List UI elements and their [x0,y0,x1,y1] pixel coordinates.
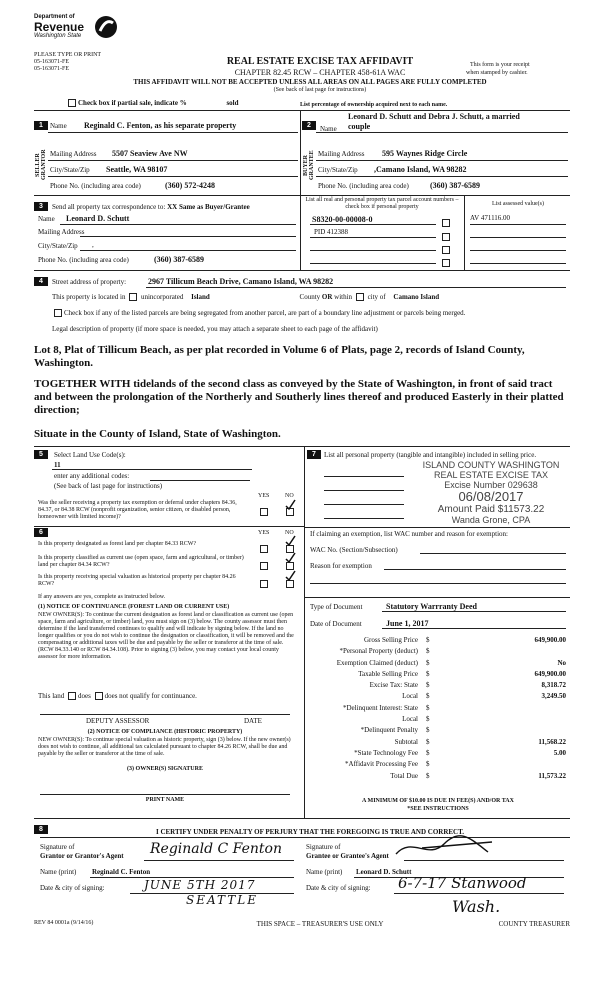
minimum-note: A MINIMUM OF $10.00 IS DUE IN FEE(S) AND/OR TAX [362,798,514,804]
seller-name-label: Name [50,122,67,130]
legal-description-2: TOGETHER WITH tidelands of the second class as conveyed by the State of Washington, in front of said tract and between the prolongation of the Northerly and Southerly lines thereof and produced Easterly in their platted direction; [34,378,564,416]
seller-city-label: City/State/Zip [50,166,90,174]
send-correspondence: Send all property tax correspondence to: XX Same as Buyer/Grantee [52,203,250,211]
buyer-name-line2: couple [348,122,371,131]
buyer-name-label: Name [320,125,337,133]
section-3-number: 3 [34,202,48,211]
section-8-number: 8 [34,825,48,834]
excise-tax-stamp: ISLAND COUNTY WASHINGTON REAL ESTATE EXCISE TAX Excise Number 029638 06/08/2017 Amount Paid $11573.22 Wanda Grone, CPA [422,460,560,525]
grantor-city: SEATTLE [186,893,258,907]
please-type: PLEASE TYPE OR PRINT [34,52,102,58]
seller-city: Seattle, WA 98107 [106,165,168,174]
grantee-print-name: Leonard D. Schutt [356,868,412,876]
dept-line3: Washington State [34,33,82,39]
deputy-date: DATE [244,717,262,725]
buyer-city: ,Camano Island, WA 98282 [374,165,467,174]
forest-question: Is this property designated as forest land per chapter 84.33 RCW? [38,541,197,547]
sec3-name: Leonard D. Schutt [66,214,130,223]
grantor-print-name: Reginald C. Fenton [92,868,151,876]
buyer-address: 595 Waynes Ridge Circle [382,149,468,158]
assessed-header: List assessed value(s) [492,201,544,207]
section-2-number: 2 [302,121,316,130]
does-checkbox[interactable] [68,692,76,700]
continuance-title: (1) NOTICE OF CONTINUANCE (FOREST LAND OR CURRENT USE) [38,604,230,610]
buyer-phone-label: Phone No. (including area code) [318,182,409,190]
sec3-name-label: Name [38,215,55,223]
section-1-number: 1 [34,121,48,130]
deputy-assessor: DEPUTY ASSESSOR [86,717,150,725]
parcel-1: S8320-00-00008-0 [312,215,373,224]
assessed-1: AV 471116.00 [470,214,511,222]
legal-description-1: Lot 8, Plat of Tillicum Beach, as per plat recorded in Volume 6 of Plats, page 2, records of Island County, Washington. [34,344,525,369]
sec5-yes: YES [258,493,270,499]
doc-date-label: Date of Document [310,620,362,628]
page-title: REAL ESTATE EXCISE TAX AFFIDAVIT [226,56,414,67]
print-name: PRINT NAME [145,797,185,803]
warning: THIS AFFIDAVIT WILL NOT BE ACCEPTED UNLESS ALL AREAS ON ALL PAGES ARE FULLY COMPLETED [133,78,487,86]
section-7-number: 7 [307,450,321,459]
price-row: Local $ 3,249.50 [402,692,566,701]
price-row: Local $ [402,715,430,724]
segregated-row: Check box if any of the listed parcels are being segregated from another parcel, are part of a boundary line adjustment or parcels being merged. [52,309,572,317]
wac-no-label: WAC No. (Section/Subsection) [310,546,398,554]
see-back: (See back of last page for instructions) [273,87,367,93]
receipt-note-2: when stamped by cashier. [466,70,528,76]
sec3-city: , [92,241,94,249]
wac-claim: If claiming an exemption, list WAC number and reason for exemption: [310,530,508,538]
rev-code: REV 84 0001a (9/14/16) [34,920,94,926]
historic-title: (2) NOTICE OF COMPLIANCE (HISTORIC PROPERTY) [87,729,243,735]
if-yes-note: If any answers are yes, complete as instructed below. [38,594,166,600]
sig-grantor-label-1: Signature of [40,843,75,851]
price-row: Total Due $ 11,573.22 [390,771,566,780]
sec5-no: NO [285,493,294,499]
grantor-name-label: Name (print) [40,868,77,876]
checkmark-icon [284,499,296,511]
grantee-name-label: Name (print) [306,868,343,876]
checkmark-icon [284,570,296,582]
chapter-line: CHAPTER 82.45 RCW – CHAPTER 458-61A WAC [234,68,406,77]
receipt-note-1: This form is your receipt [470,62,530,68]
price-row: Exemption Claimed (deduct) $ No [336,658,566,667]
sec6-yes: YES [258,530,270,536]
seller-grantor-label: SELLER GRANTOR [35,149,47,181]
sec3-phone-label: Phone No. (including area code) [38,256,129,264]
price-table [304,636,570,783]
buyer-phone: (360) 387-6589 [430,181,480,190]
parcel-2: PID 412388 [314,228,349,236]
seller-addr-label: Mailing Address [50,150,97,158]
parcel-header: List all real and personal property tax parcel account numbers – check box if personal property [305,197,459,210]
sec5-yes-checkbox[interactable] [258,503,270,521]
partial-sale-checkbox[interactable] [68,99,76,107]
sig-grantor-label-2: Grantor or Grantor's Agent [40,852,124,860]
treasurer-space: THIS SPACE – TREASURER'S USE ONLY [256,920,384,928]
grantee-date-city-label: Date & city of signing: [306,884,371,892]
located-row: This property is located in unincorporated Island County OR within city of Camano Island [52,293,440,301]
sig-grantee-label-2: Grantee or Grantee's Agent [306,852,389,860]
doc-type-label: Type of Document [310,603,363,611]
sec3-addr-label: Mailing Address [38,228,85,236]
doc-date: June 1, 2017 [386,619,429,628]
current-use-yes-checkbox[interactable] [258,557,270,575]
reason-label: Reason for exemption [310,562,372,570]
grantee-date: 6-7-17 Stanwood [398,874,527,892]
checkmark-icon [284,552,296,564]
price-row: *Personal Property (deduct) $ [339,647,430,656]
parcel-4-checkbox[interactable] [440,254,452,272]
land-use-label: Select Land Use Code(s): [54,451,126,459]
sec6-no: NO [285,530,294,536]
land-use-code: 11 [54,461,61,469]
price-row: Gross Selling Price $ 649,900.00 [363,636,566,644]
grantor-signature: Reginald C Fenton [150,841,283,857]
price-row: *Delinquent Interest: State $ [342,703,430,712]
continuance-text: NEW OWNER(S): To continue the current designation as forest land or classification as current use (open space, farm and agriculture, or timber) land, you must sign on (3) below. The county assessor must then determine if the land transferred continues to qualify and will indicate by signing below. If the land no longer qualifies or you do not wish to continue the designation or classification, it will be removed and the compensating or additional taxes will be due and payable by the seller or transferor at the time of sale. (RCW 84.33.140 or RCW 84.34.108). Prior to signing (3) below, you may contact your local county assessor for more information. [38,612,294,660]
historic-no-checkbox[interactable] [284,575,296,593]
buyer-name-line1: Leonard D. Schutt and Debra J. Schutt, a married [348,112,520,121]
seller-name: Reginald C. Fenton, as his separate property [84,121,237,130]
certify-statement: I CERTIFY UNDER PENALTY OF PERJURY THAT THE FOREGOING IS TRUE AND CORRECT. [155,828,464,836]
partial-sale-row[interactable]: Check box if partial sale, indicate % sold [66,99,239,107]
street-address: 2967 Tillicum Beach Drive, Camano Island, WA 98282 [148,277,334,286]
checkmark-icon [284,535,296,547]
price-row: Excise Tax: State $ 8,318.72 [369,681,566,690]
exemption-question: Was the seller receiving a property tax exemption or deferral under chapters 84.36, 84.37, or 84.38 RCW (nonprofit organization, senior citizen, or disabled person, homeowner with limited income)? [38,500,237,520]
price-row: *Delinquent Penalty $ [360,726,430,735]
grantor-date-city-label: Date & city of signing: [40,884,105,892]
see-instructions: *SEE INSTRUCTIONS [407,806,469,812]
legal-label: Legal description of property (if more space is needed, you may attach a separate sheet to each page of the affidavit) [52,325,378,333]
form-code-2: 05-163071-FE [34,66,69,72]
section-5-number: 5 [34,450,48,459]
historic-question: Is this property receiving special valuation as historical property per chapter 84.26 RCW? [38,574,236,587]
sec5-see-back: (See back of last page for instructions) [54,482,163,490]
additional-codes: enter any additional codes: [54,472,130,480]
section-6-number: 6 [34,528,48,537]
city-of-checkbox[interactable] [356,293,364,301]
sec3-phone: (360) 387-6589 [154,255,204,264]
street-label: Street address of property: [52,278,127,286]
seller-address: 5507 Seaview Ave NW [112,149,188,158]
seller-phone-label: Phone No. (including area code) [50,182,141,190]
dept-line1: Department of [34,14,75,20]
buyer-city-label: City/State/Zip [318,166,358,174]
price-row: *Affidavit Processing Fee $ [345,760,430,769]
legal-description-3: Situate in the County of Island, State of Washington. [34,428,281,440]
list-pct: List percentage of ownership acquired next to each name. [300,102,448,108]
price-row: Subtotal $ 11,568.22 [394,737,566,746]
sig-grantee-label-1: Signature of [306,843,341,851]
doc-type: Statutory Warrranty Deed [386,602,477,611]
this-land-row: This land does does not qualify for continuance. [38,692,197,700]
grantor-date: JUNE 5TH 2017 [144,878,256,892]
logo-swirl-icon [92,14,120,45]
sec3-city-label: City/State/Zip [38,242,78,250]
historic-yes-checkbox[interactable] [258,575,270,593]
buyer-addr-label: Mailing Address [318,150,365,158]
price-row: Taxable Selling Price $ 649,900.00 [358,669,566,678]
personal-property-label: List all personal property (tangible and intangible) included in selling price. [324,451,537,459]
does-not-checkbox[interactable] [95,692,103,700]
section-4-number: 4 [34,277,48,286]
grantee-signature-scribble [392,834,502,867]
seller-phone: (360) 572-4248 [165,181,215,190]
buyer-grantee-label: BUYER GRANTEE [303,150,315,180]
owner-signature: (3) OWNER(S) SIGNATURE [127,766,203,772]
segregated-checkbox[interactable] [54,309,62,317]
dept-line2: Revenue [34,20,85,34]
county-treasurer: COUNTY TREASURER [498,920,570,928]
current-use-question: Is this property classified as current use (open space, farm and agricultural, or timber) land per chapter 84.34 RCW? [38,555,244,568]
price-row: *State Technology Fee $ 5.00 [354,748,566,757]
unincorporated-checkbox[interactable] [129,293,137,301]
grantee-state: Wash. [452,897,501,916]
forest-yes-checkbox[interactable] [258,540,270,558]
sec5-no-checkbox[interactable] [284,503,296,521]
historic-text: NEW OWNER(S): To continue special valuation as historic property, sign (3) below. If the new owner(s) does not wish to continue, all additional tax calculated pursuant to chapter 84.26 RCW, shall be due and payable by the seller or transferor at the time of sale. [38,737,291,757]
form-code-1: 05-163071-FE [34,59,69,65]
